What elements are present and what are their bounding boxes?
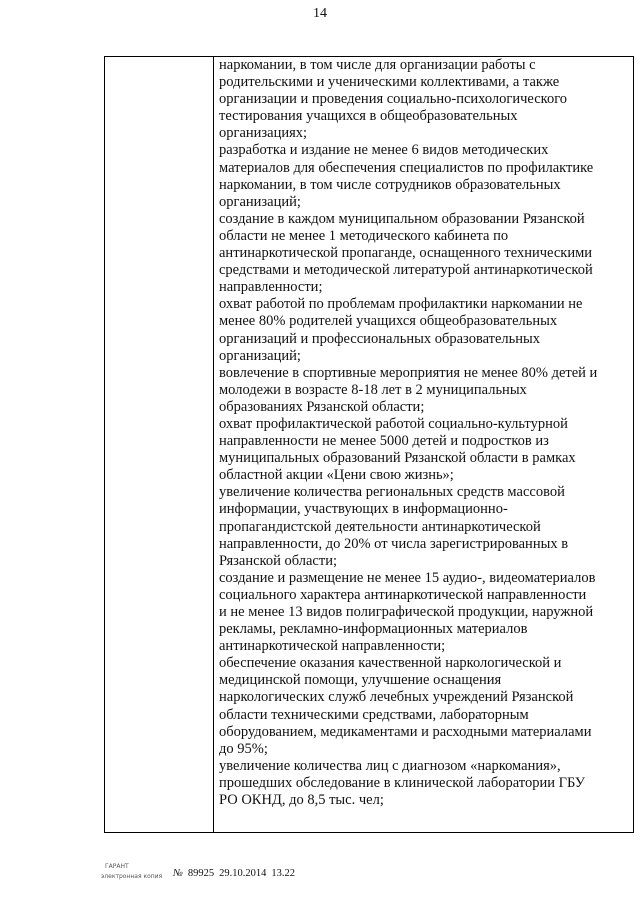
text-line: средствами и методической литературой антинаркотической: [219, 262, 593, 279]
column-divider: [213, 56, 214, 833]
page-number: 14: [313, 6, 327, 21]
text-line: создание в каждом муниципальном образовании Рязанской: [219, 210, 585, 227]
footer: [101, 862, 300, 884]
text-line: направленности не менее 5000 детей и подростков из: [219, 433, 549, 450]
text-line: менее 80% родителей учащихся общеобразовательных: [219, 313, 558, 330]
text-line: обеспечение оказания качественной наркологической и: [219, 655, 562, 672]
text-line: прошедших обследование в клинической лаборатории ГБУ: [219, 774, 586, 791]
text-line: организации и проведения социально-психологического: [219, 91, 568, 108]
text-line: направленности, до 20% от числа зарегистрированных в: [219, 535, 569, 552]
table-cell-text: [219, 57, 627, 809]
document-date: 29.10.2014: [219, 867, 267, 879]
text-line: тестирования учащихся в общеобразовательных: [219, 108, 518, 125]
text-line: материалов для обеспечения специалистов по профилактике: [219, 159, 594, 176]
text-line: области техническими средствами, лабораторным: [219, 706, 529, 723]
text-line: направленности;: [219, 279, 323, 296]
text-line: увеличение количества региональных средств массовой: [219, 484, 565, 501]
stamp-logo: [101, 862, 165, 884]
text-line: до 95%;: [219, 740, 268, 757]
number-sign: №: [173, 867, 183, 879]
text-line: пропагандистской деятельности антинаркотической: [219, 518, 541, 535]
text-line: создание и размещение не менее 15 аудио-, видеоматериалов: [219, 569, 596, 586]
text-line: организациях;: [219, 125, 308, 142]
text-line: молодежи в возрасте 8-18 лет в 2 муниципальных: [219, 381, 527, 398]
text-line: наркологических служб лечебных учреждений Рязанской: [219, 689, 574, 706]
document-number: 89925: [187, 867, 215, 879]
text-line: оборудованием, медикаментами и расходными материалами: [219, 723, 592, 740]
text-line: охват профилактической работой социально-культурной: [219, 415, 568, 432]
text-line: социального характера антинаркотической направленности: [219, 586, 587, 603]
text-line: наркомании, в том числе для организации работы с: [219, 57, 536, 73]
document-time: 13.22: [271, 867, 296, 879]
text-line: области не менее 1 методического кабинета по: [219, 227, 509, 244]
text-line: организаций;: [219, 193, 301, 210]
stamp-text: ГАРАНТ: [105, 863, 129, 870]
text-line: охват работой по проблемам профилактики наркомании не: [219, 296, 583, 313]
text-line: областной акции «Цени свою жизнь»;: [219, 467, 454, 484]
text-line: медицинской помощи, улучшение оснащения: [219, 672, 502, 689]
text-line: антинаркотической направленности;: [219, 638, 446, 655]
text-line: вовлечение в спортивные мероприятия не менее 80% детей и: [219, 364, 598, 381]
text-line: организаций и профессиональных образовательных: [219, 330, 541, 347]
text-line: рекламы, рекламно-информационных материалов: [219, 621, 528, 638]
text-line: наркомании, в том числе сотрудников образовательных: [219, 176, 561, 193]
text-line: информации, участвующих в информационно-: [219, 501, 508, 518]
text-line: организаций;: [219, 347, 301, 364]
text-line: разработка и издание не менее 6 видов методических: [219, 142, 549, 159]
text-line: и не менее 13 видов полиграфической продукции, наружной: [219, 604, 594, 620]
text-line: РО ОКНД, до 8,5 тыс. чел;: [219, 792, 384, 809]
text-line: муниципальных образований Рязанской области в рамках: [219, 450, 576, 467]
content-table: [104, 56, 634, 833]
text-line: увеличение количества лиц с диагнозом «наркомания»,: [219, 757, 561, 774]
text-line: Рязанской области;: [219, 552, 337, 569]
text-line: родительскими и ученическими коллективами, а также: [219, 74, 560, 91]
text-line: антинаркотической пропаганде, оснащенного техническими: [219, 245, 593, 262]
text-line: образованиях Рязанской области;: [219, 398, 425, 415]
stamp-subtext: электронная копия: [101, 873, 163, 880]
